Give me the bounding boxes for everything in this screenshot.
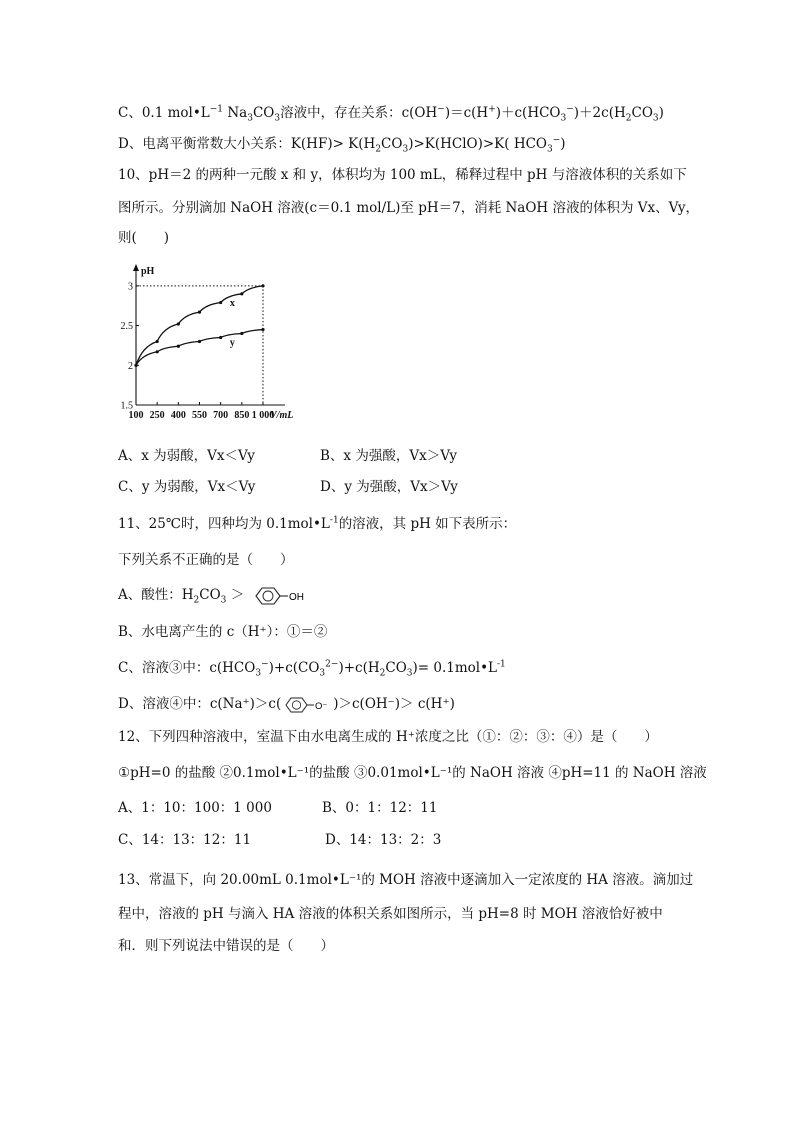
data-point-y (219, 336, 222, 339)
q10-option-c: C、y 为弱酸，Vx＜Vy (118, 479, 256, 495)
q11-option-b: B、水电离产生的 c（H⁺）：①＝② (118, 624, 328, 640)
q12-items: ①pH=0 的盐酸 ②0.1mol•L⁻¹的盐酸 ③0.01mol•L⁻¹的 NaOH 溶液 ④pH=11 的 NaOH 溶液 (118, 765, 707, 781)
svg-text:OH: OH (288, 591, 304, 603)
q13-line2: 程中，溶液的 pH 与滴入 HA 溶液的体积关系如图所示，当 pH=8 时 MOH 溶液恰好被中 (118, 906, 663, 922)
q10-stem-line2: 图所示。分别滴加 NaOH 溶液(c＝0.1 mol/L)至 pH＝7，消耗 NaOH 溶液的体积为 Vx、Vy， (118, 200, 699, 216)
q11-option-d: D、溶液④中：c(Na⁺)＞c( O⁻ )＞c(OH⁻)＞ c(H⁺) (118, 696, 455, 712)
x-tick-label: 1 000 (251, 410, 275, 421)
q9-option-c: C、0.1 $mol•L^{-1}$ $Na_3CO_3$溶液中，存在关系：$c(OH^-)=c(H^+)+c(HCO_3^-)+2c(H_2CO_3)$ (118, 104, 664, 124)
q11-option-c: C、溶液③中：$c(HCO_3^-)+c(CO_3^{2-})+c(H_2CO_3)=$ $0.1mol•L^{-1}$ (118, 659, 506, 679)
data-point-x (156, 340, 159, 343)
q11-option-a: A、酸性：$H_2CO_3$ ＞ OH (118, 585, 307, 606)
data-point-y (134, 364, 137, 367)
y-tick-label: 3 (128, 281, 133, 293)
y-tick-label: 1.5 (120, 400, 133, 412)
q11-ask: 下列关系不正确的是（ ） (118, 552, 294, 568)
y-tick-label: 2.5 (120, 321, 133, 333)
q10-stem-line3: 则( ) (118, 230, 170, 246)
data-point-y (198, 340, 201, 343)
x-tick-label: 100 (128, 410, 144, 421)
data-point-x (198, 310, 201, 313)
q10-option-d: D、y 为强酸，Vx＞Vy (320, 479, 458, 495)
q12-option-c: C、14：13：12：11 (118, 832, 252, 848)
x-tick-label: 400 (170, 410, 186, 421)
reference-lines (136, 286, 263, 405)
x-tick-label: 700 (213, 410, 229, 421)
y-axis-label: pH (141, 266, 155, 277)
y-axis-arrow (133, 264, 139, 271)
x-tick-label: 550 (192, 410, 207, 421)
series-line-x (136, 286, 263, 365)
svg-text:O⁻: O⁻ (315, 700, 328, 712)
data-point-y (156, 350, 159, 353)
q12-option-b: B、0：1：12：11 (322, 800, 438, 816)
x-axis-label: V/mL (270, 410, 294, 421)
phenoxide-structure-icon (281, 696, 333, 714)
q9-option-d: D、电离平衡常数大小关系：$K(HF)> K(H_2CO_3)>K(HClO)>K$( $HCO_3^-$) (118, 135, 566, 155)
data-point-x (261, 284, 264, 287)
q13-line1: 13、常温下，向 20.00mL 0.1mol•L⁻¹的 MOH 溶液中逐滴加入一定浓度的 HA 溶液。滴加过 (118, 872, 694, 888)
data-point-x (240, 292, 243, 295)
series-label-x: x (229, 297, 235, 309)
y-tick-label: 2 (128, 360, 133, 372)
q12-option-a: A、1：10：100：1 000 (118, 800, 272, 816)
q13-line3: 和．则下列说法中错误的是（ ） (118, 938, 334, 954)
series-line-y (136, 330, 263, 366)
chart-labels (121, 266, 294, 421)
phenol-structure-icon (249, 586, 307, 606)
q12-option-d: D、14：13：2：3 (325, 832, 442, 848)
data-point-y (177, 345, 180, 348)
x-tick-label: 250 (149, 410, 165, 421)
data-point-x (177, 322, 180, 325)
x-tick-label: 850 (234, 410, 250, 421)
data-point-y (240, 332, 243, 335)
q12-stem: 12、下列四种溶液中，室温下由水电离生成的 H⁺浓度之比（①：②：③：④）是（ ） (118, 729, 658, 745)
ph-dilution-chart (118, 262, 294, 434)
series-label-y: y (229, 337, 235, 349)
chart-series (134, 284, 264, 367)
q11-stem: 11、25℃时，四种均为 $0.1mol•L^{-1}$的溶液，其 pH 如下表所示： (118, 515, 517, 532)
q10-option-a: A、x 为弱酸，Vx＜Vy (118, 448, 255, 464)
q10-stem-line1: 10、pH＝2 的两种一元酸 x 和 y，体积均为 100 mL，稀释过程中 pH 与溶液体积的关系如下 (118, 167, 687, 183)
q10-option-b: B、x 为强酸，Vx＞Vy (320, 448, 458, 464)
data-point-x (219, 301, 222, 304)
data-point-y (261, 328, 264, 331)
